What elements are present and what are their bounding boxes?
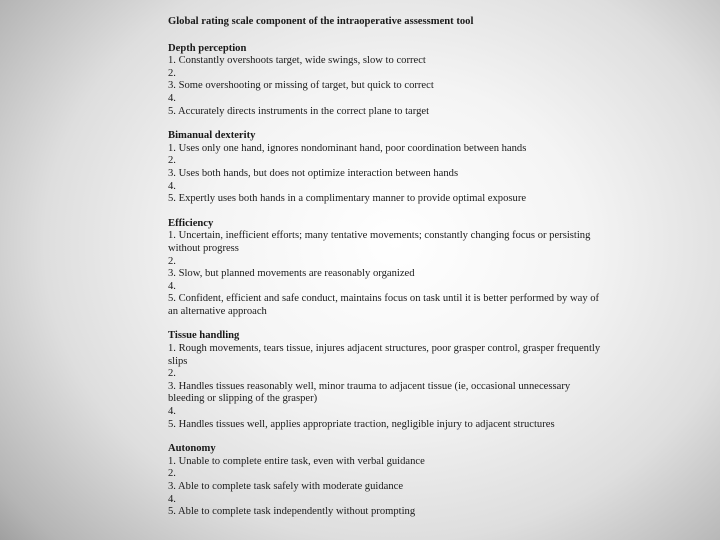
section-tissue-handling — [168, 330, 608, 431]
rating-item: 3. Handles tissues reasonably well, minor trauma to adjacent tissue (ie, occasional unnecessary bleeding or slipping of the grasper) — [168, 380, 571, 405]
rating-item: 1. Uncertain, inefficient efforts; many tentative movements; constantly changing focus or persisting without progress — [168, 230, 591, 254]
rating-item: 3. Able to complete task safely with moderate guidance — [168, 481, 404, 492]
rating-item: 4. — [168, 92, 176, 104]
rating-list — [168, 343, 608, 431]
rating-item: 1. Unable to complete entire task, even with verbal guidance — [168, 455, 425, 467]
section-heading: Tissue handling — [168, 330, 240, 342]
rating-item: 1. Constantly overshoots target, wide swings, slow to correct — [168, 55, 426, 67]
rating-list — [168, 55, 608, 118]
rating-item: 4. — [168, 280, 176, 292]
rating-item: 3. Uses both hands, but does not optimize interaction between hands — [168, 167, 459, 179]
section-heading: Efficiency — [168, 217, 214, 229]
rating-list — [168, 143, 608, 206]
rating-item: 2. — [168, 67, 176, 79]
rating-item: 3. Slow, but planned movements are reasonably organized — [168, 268, 415, 280]
section-depth-perception — [168, 43, 608, 119]
rating-item: 5. Confident, efficient and safe conduct, maintains focus on task until it is better performed by way of an alternative approach — [168, 293, 600, 317]
section-bimanual-dexterity — [168, 130, 608, 206]
rating-item: 5. Handles tissues well, applies appropriate traction, negligible injury to adjacent structures — [168, 418, 555, 430]
document — [168, 16, 608, 531]
rating-list — [168, 230, 608, 318]
rating-item: 2. — [168, 255, 176, 267]
rating-item: 5. Able to complete task independently without prompting — [168, 506, 416, 518]
rating-item: 2. — [168, 468, 176, 480]
rating-item: 1. Rough movements, tears tissue, injures adjacent structures, poor grasper control, grasper frequently slips — [168, 343, 601, 367]
section-heading: Depth perception — [168, 42, 247, 54]
rating-item: 5. Accurately directs instruments in the correct plane to target — [168, 105, 430, 117]
section-autonomy — [168, 443, 608, 519]
rating-item: 3. Some overshooting or missing of target, but quick to correct — [168, 80, 434, 92]
rating-item: 4. — [168, 493, 176, 505]
rating-item: 4. — [168, 406, 176, 418]
section-heading: Autonomy — [168, 443, 216, 455]
section-heading: Bimanual dexterity — [168, 130, 256, 142]
rating-item: 4. — [168, 180, 176, 192]
rating-item: 1. Uses only one hand, ignores nondominant hand, poor coordination between hands — [168, 142, 527, 154]
rating-item: 2. — [168, 155, 176, 167]
rating-item: 5. Expertly uses both hands in a complimentary manner to provide optimal exposure — [168, 193, 527, 205]
rating-list — [168, 456, 608, 519]
rating-item: 2. — [168, 368, 176, 380]
document-title: Global rating scale component of the intraoperative assessment tool — [168, 16, 474, 27]
section-efficiency — [168, 218, 608, 319]
